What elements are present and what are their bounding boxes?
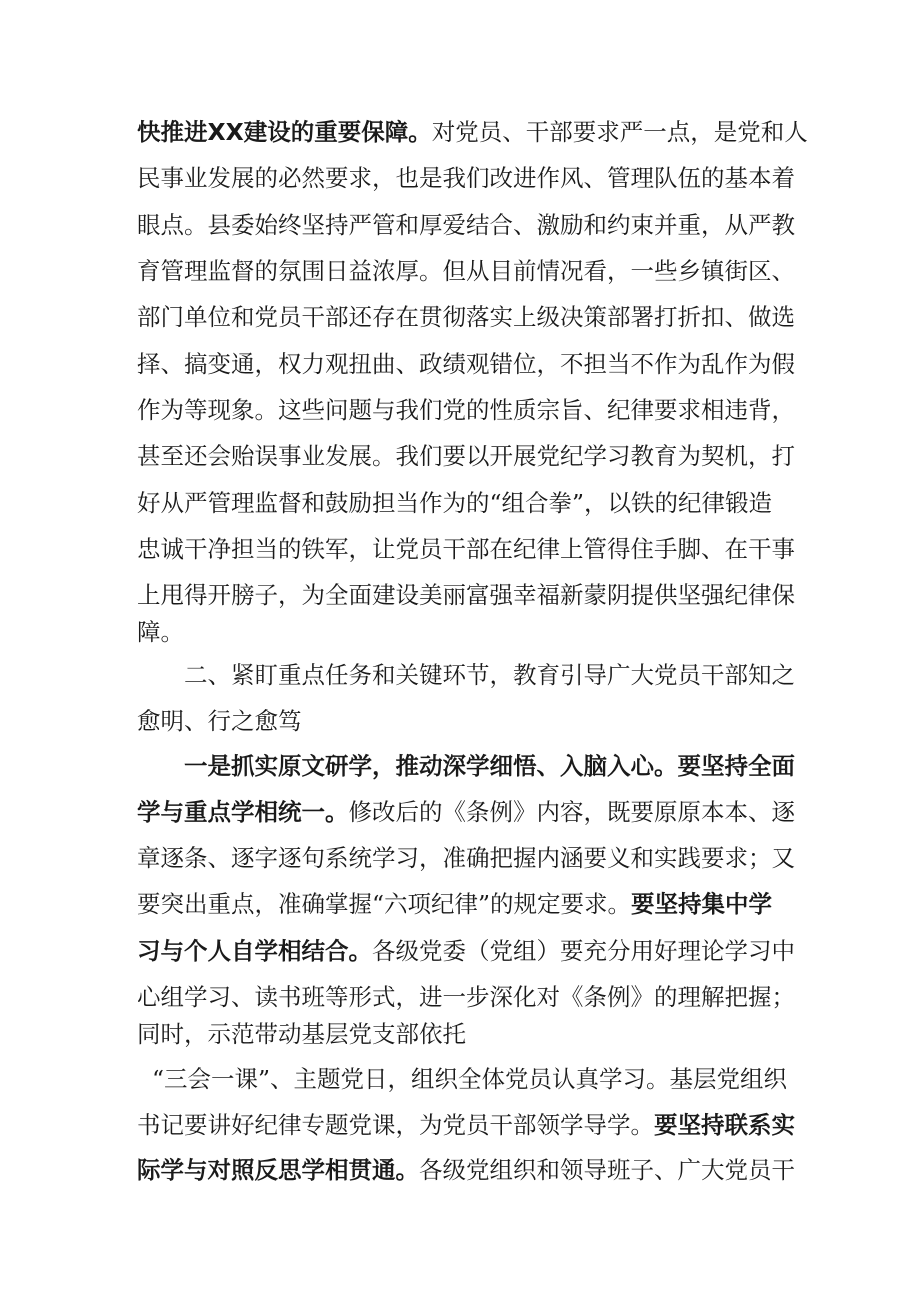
text-run: 书记要讲好纪律专题党课，为党员干部领学导学。 — [137, 1111, 654, 1139]
para1-line-6: 择、搞变通，权力观扭曲、政绩观错位，不担当不作为乱作为假 — [137, 350, 795, 378]
para1-line-3: 眼点。县委始终坚持严管和厚爱结合、激励和约束并重，从严教 — [137, 211, 795, 239]
bold-phrase: 际学与对照反思学相贯通。 — [137, 1156, 419, 1184]
para2-line-3: 章逐条、逐字逐句系统学习，准确把握内涵要义和实践要求；又 — [137, 844, 795, 872]
para1-line-10: 忠诚干净担当的铁军，让党员干部在纪律上管得住手脚、在干事 — [137, 535, 795, 563]
para1-line-9: 好从严管理监督和鼓励担当作为的“组合拳”，以铁的纪律锻造 — [137, 489, 773, 517]
para2-line-8: “三会一课”、主题党日，组织全体党员认真学习。基层党组织 — [152, 1065, 788, 1093]
para2-line-10 — [137, 1155, 795, 1185]
para2-line-4 — [137, 889, 772, 919]
bold-phrase: 要坚持联系实 — [654, 1111, 795, 1139]
para1-line-8: 甚至还会贻误事业发展。我们要以开展党纪学习教育为契机，打 — [137, 442, 795, 470]
section-heading-line-2: 愈明、行之愈笃 — [137, 707, 302, 735]
bold-phrase: 习与个人自学相结合。 — [137, 937, 372, 965]
text-run: 要突出重点，准确掌握“六项纪律”的规定要求。 — [137, 890, 632, 918]
text-run: 各级党委（党组）要充分用好理论学习中 — [372, 937, 795, 965]
para2-line-5 — [137, 936, 795, 966]
para2-line-6: 心组学习、读书班等形式，进一步深化对《条例》的理解把握； — [137, 983, 795, 1011]
para2-line-1: 一是抓实原文研学，推动深学细悟、入脑入心。要坚持全面 — [184, 752, 795, 780]
bold-phrase: 快推进XX建设的重要保障。 — [137, 118, 432, 146]
para1-line-1 — [137, 117, 808, 147]
para1-line-5: 部门单位和党员干部还存在贯彻落实上级决策部署打折扣、做选 — [137, 303, 795, 331]
para1-line-7: 作为等现象。这些问题与我们党的性质宗旨、纪律要求相违背， — [137, 396, 795, 424]
text-run: 修改后的《条例》内容，既要原原本本、逐 — [348, 798, 795, 826]
bold-phrase: 要坚持集中学 — [631, 890, 773, 918]
text-run: 对党员、干部要求严一点，是党和人 — [431, 118, 808, 146]
para1-line-11: 上甩得开膀子，为全面建设美丽富强幸福新蒙阴提供坚强纪律保 — [137, 581, 795, 609]
para1-line-12: 障。 — [137, 618, 184, 646]
text-run: 各级党组织和领导班子、广大党员干 — [419, 1156, 795, 1184]
para1-line-2: 民事业发展的必然要求，也是我们改进作风、管理队伍的基本着 — [137, 164, 795, 192]
para2-line-9 — [137, 1110, 795, 1140]
section-heading-line-1: 二、紧盯重点任务和关键环节，教育引导广大党员干部知之 — [184, 661, 795, 689]
bold-phrase: 学与重点学相统一。 — [137, 798, 349, 826]
para2-line-2 — [137, 797, 795, 827]
para1-line-4: 育管理监督的氛围日益浓厚。但从目前情况看，一些乡镇街区、 — [137, 257, 795, 285]
para2-line-7: 同时，示范带动基层党支部依托 — [137, 1020, 466, 1048]
